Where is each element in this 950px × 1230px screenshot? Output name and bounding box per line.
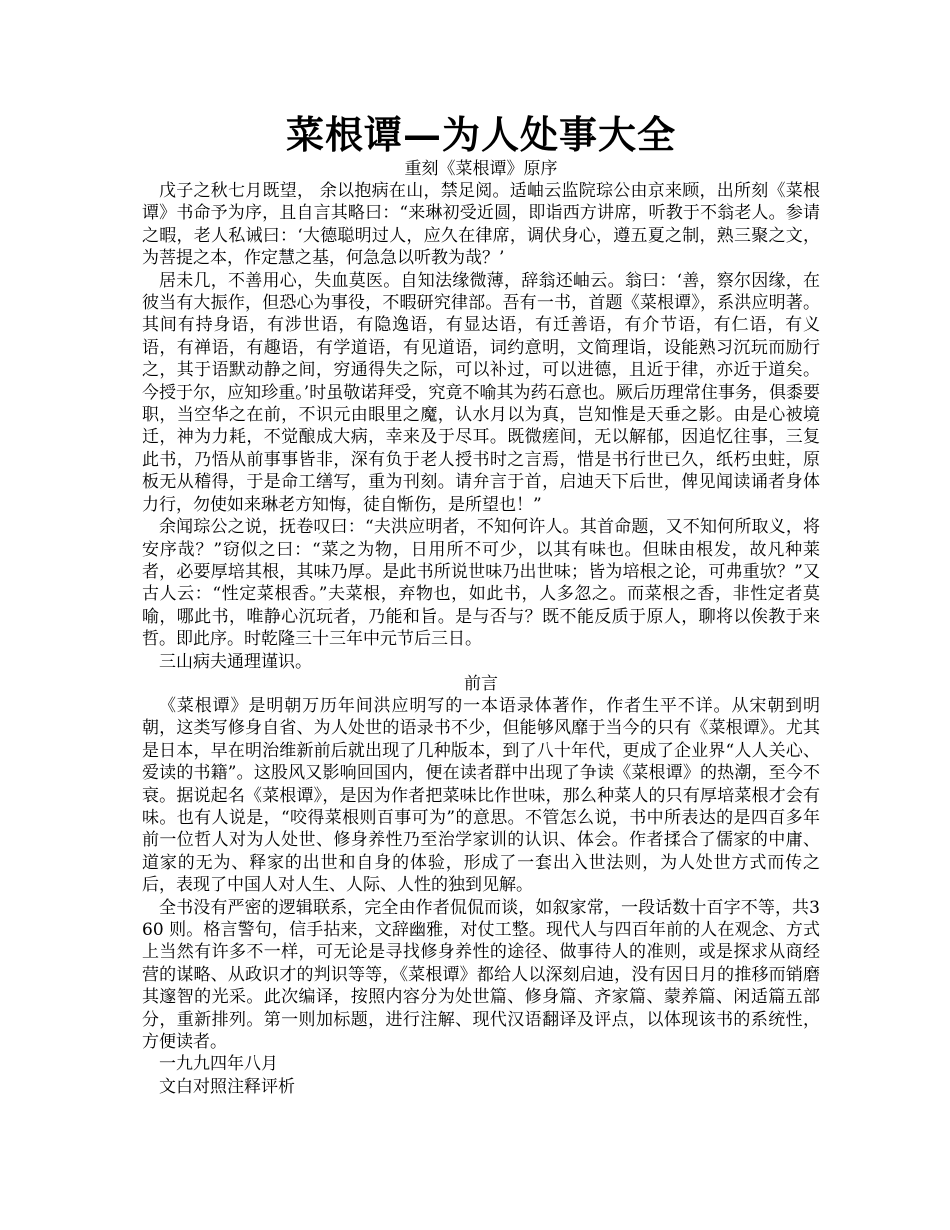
preface-body [142,180,820,673]
foreword-body [142,695,820,1098]
paragraph: 戊子之秋七月既望， 余以抱病在山，禁足阅。适岫云监院琮公由京来顾，出所刻《菜根谭》书命予为序，且自言其略曰：“来琳初受近圆，即诣西方讲席，听教于不翁老人。参请之暇，老人私诫曰：‘大德聪明过人，应久在律席，调伏身心，遵五夏之制，熟三聚之文，为菩提之本，作定慧之基，何急急以听教为哉？’ [142,181,820,269]
paragraph: 一九九四年八月 [159,1054,278,1075]
paragraph: 三山病夫通理谨识。 [159,651,312,672]
paragraph: 《菜根谭》是明朝万历年间洪应明写的一本语录体著作，作者生平不详。从宋朝到明朝，这类写修身自省、为人处世的语录书不少，但能够风靡于当今的只有《菜根谭》。尤其是日本，早在明治维新前后就出现了几种版本，到了八十年代，更成了企业界“人人关心、爱读的书籍”。这股风又影响回国内，便在读者群中出现了争读《菜根谭》的热潮，至今不衰。据说起名《菜根谭》，是因为作者把菜味比作世味，那么种菜人的只有厚培菜根才会有味。也有人说是，“咬得菜根则百事可为”的意思。不管怎么说，书中所表达的是四百多年前一位哲人对为人处世、修身养性乃至治学家训的认识、体会。作者揉合了儒家的中庸、道家的无为、释家的出世和自身的体验，形成了一套出入世法则，为人处世方式而传之后，表现了中国人对人生、人际、人性的独到见解。 [142,695,820,896]
paragraph: 居未几，不善用心，失血莫医。自知法缘微薄，辞翁还岫云。翁曰：‘善，察尔因缘，在彼当有大振作，但恐心为事役，不暇研究律部。吾有一书，首题《菜根谭》，系洪应明著。其间有持身语，有涉世语，有隐逸语，有显达语，有迁善语，有介节语，有仁语，有义语，有禅语，有趣语，有学道语，有见道语，词约意明，文简理诣，设能熟习沉玩而励行之，其于语默动静之间，穷通得失之际，可以补过，可以进德，且近于律，亦近于道矣。今授于尔，应知珍重。’时虽敬诺拜受，究竟不喻其为药石意也。厥后历理常住事务，俱黍要职，当空华之在前，不识元由眼里之魔，认水月以为真，岂知惟是天垂之影。由是心被境迁，神为力耗，不觉酿成大病，幸来及于尽耳。既微瘥间，无以解郁，因追忆往事，三复此书，乃悟从前事事皆非，深有负于老人授书时之言焉，惜是书行世已久，纸朽虫蛀，原板无从稽得，于是命工缮写，重为刊刻。请弁言于首，启迪天下后世，俾见闻读诵者身体力行，勿使如来琳老方知悔，徒自惭伤，是所望也！” [142,270,820,515]
paragraph: 全书没有严密的逻辑联系，完全由作者侃侃而谈，如叙家常，一段话数十百字不等，共360 则。格言警句，信手拈来，文辞幽雅，对仗工整。现代人与四百年前的人在观念、方式上当然有许多不一样，可无论是寻找修身养性的途径、做事待人的准则，或是探求从商经营的谋略、从政识才的判识等等，《菜根谭》都给人以深刻启迪，没有因日月的推移而销磨其邃智的光采。此次编译，按照内容分为处世篇、修身篇、齐家篇、蒙养篇、闲适篇五部分，重新排列。第一则加标题，进行注解、现代汉语翻译及评点，以体现该书的系统性，方便读者。 [142,897,820,1053]
paragraph: 余闻琮公之说，抚卷叹曰：“夫洪应明者，不知何许人。其首命题，又不知何所取义，将安序哉？”窃似之曰：“菜之为物，日用所不可少，以其有味也。但昧由根发，故凡种莱者，必要厚培其根，其味乃厚。是此书所说世味乃出世味；皆为培根之论，可弗重欤？”又古人云：“性定菜根香。”夫菜根，弃物也，如此书，人多忽之。而菜根之香，非性定者莫喻，哪此书，唯静心沉玩者，乃能和旨。是与否与？既不能反质于原人，聊将以俟教于来哲。即此序。时乾隆三十三年中元节后三日。 [142,517,820,650]
paragraph: 文白对照注释评析 [159,1076,295,1097]
foreword-title: 前言 [464,673,498,694]
document-page [142,112,820,1098]
document-title: 菜根谭—为人处事大全 [285,112,676,157]
preface-title: 重刻《菜根谭》原序 [404,159,558,179]
